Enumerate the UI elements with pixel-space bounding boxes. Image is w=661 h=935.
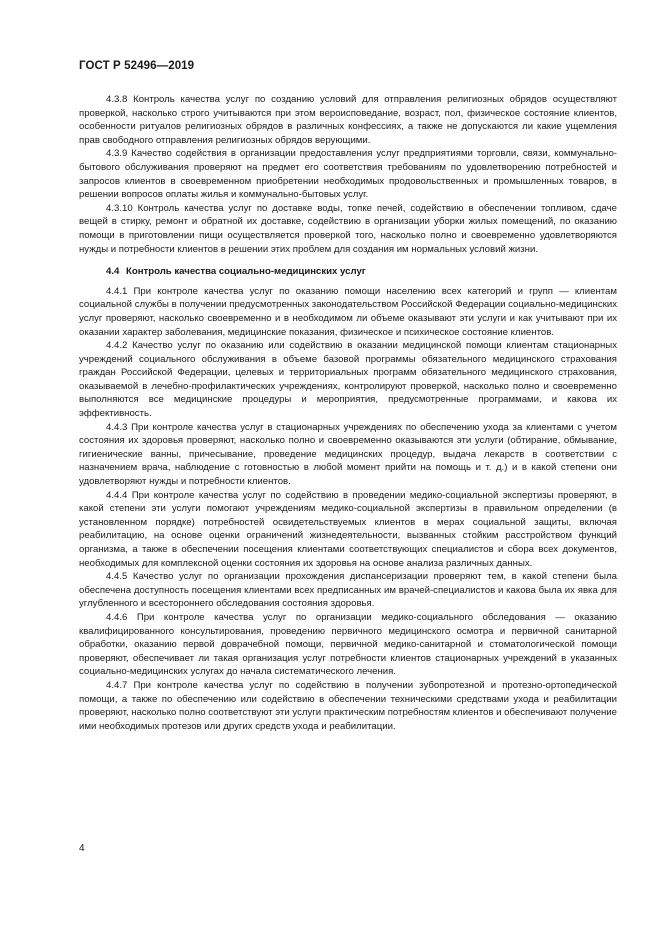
- paragraph-4-4-4: 4.4.4 При контроле качества услуг по содействию в проведении медико-социальной экспертизы проверяют, в какой степени эти услуги помогают учреждениям медико-социальной экспертизы в правильном определении (в установленном порядке) потребностей освидетельствуемых клиентов в мерах социальной защиты, включая реабилитацию, на основе оценки ограничений жизнедеятельности, вызванных стойким расстройством функций организма, а также в обеспечении посещения клиентами соответствующих специалистов и сбора всех документов, необходимых для комплексной оценки состояния их здоровья на основе анализа различных данных.: [79, 489, 617, 569]
- paragraph-4-4-2: 4.4.2 Качество услуг по оказанию или содействию в оказании медицинской помощи клиентам стационарных учреждений социального обслуживания в объеме базовой программы обязательного медицинского страхования граждан Российской Федерации, целевых и территориальных программ обязательного медицинского страхования, оказываемой в лечебно-профилактических учреждениях, контролируют проверкой, насколько полно и своевременно выполняются все медицинские процедуры и мероприятия, предусмотренные программами, и какова их эффективность.: [79, 340, 617, 420]
- paragraph-4-4-1: 4.4.1 При контроле качества услуг по оказанию помощи населению всех категорий и групп — клиентам социальной службы в получении предусмотренных законодательством Российской Федерации социально-медицинских услуг проверяют, насколько своевременно и в необходимом ли объеме оказывают эти услуги и как учитывают при их оказании характер заболевания, медицинские показания, физическое и психическое состояние клиентов.: [79, 285, 617, 338]
- section-heading: [79, 265, 617, 279]
- section-number: 4.4: [106, 266, 120, 278]
- paragraph-4-4-3: 4.4.3 При контроле качества услуг в стационарных учреждениях по обеспечению ухода за клиентами с учетом состояния их здоровья проверяют, насколько полно и своевременно оказываются эти услуги (обтирание, обмывание, гигиенические ванны, причесывание, проведение медицинских процедур, выдача лекарств в соответствии с назначением врача, наблюдение с готовностью в любой момент прийти на помощь и т. д.) и в какой степени они удовлетворяют нужды и потребности клиентов.: [79, 421, 617, 488]
- paragraph-4-3-8: 4.3.8 Контроль качества услуг по созданию условий для отправления религиозных обрядов осуществляют проверкой, насколько строго учитываются при этом вероисповедание, возраст, пол, физическое состояние клиентов, особенности ритуалов религиозных обрядов в различных конфессиях, а также не допускаются ли какие ущемления прав свободного отправления религиозных обрядов верующими.: [79, 94, 617, 146]
- section-title: Контроль качества социально-медицинских услуг: [126, 266, 366, 278]
- paragraph-4-3-10: 4.3.10 Контроль качества услуг по доставке воды, топке печей, содействию в обеспечении топливом, сдаче вещей в стирку, ремонт и обратной их доставке, содействию в организации уборки жилых помещений, по оказанию помощи в приготовлении пищи осуществляется проверкой того, насколько полно и своевременно удовлетворяются нужды и потребности клиентов в решении этих проблем для создания им нормальных условий жизни.: [79, 202, 617, 255]
- paragraph-4-4-7: 4.4.7 При контроле качества услуг по содействию в получении зубопротезной и протезно-ортопедической помощи, а также по обеспечению или содействию в обеспечении техническими средствами ухода и реабилитации проверяют, насколько полно соответствуют эти услуги практическим потребностям клиентов и обеспечивают получение ими необходимых протезов или других средств ухода и реабилитации.: [79, 679, 617, 732]
- paragraph-4-4-5: 4.4.5 Качество услуг по организации прохождения диспансеризации проверяют тем, в какой степени была обеспечена доступность посещения клиентами всех предписанных им врачей-специалистов и какова была их явка для углубленного и всестороннего обследования состояния здоровья.: [79, 571, 617, 610]
- paragraph-4-3-9: 4.3.9 Качество содействия в организации предоставления услуг предприятиями торговли, связи, коммунально-бытового обслуживания проверяют на предмет его соответствия требованиям по удовлетворению потребностей и запросов клиентов в своевременном приобретении необходимых продовольственных и промышленных товаров, в решении вопросов оплаты жилья и коммунально-бытовых услуг.: [79, 148, 617, 201]
- document-body: [79, 93, 617, 733]
- document-header: ГОСТ Р 52496—2019: [79, 60, 195, 72]
- page-number: 4: [79, 843, 85, 854]
- paragraph-4-4-6: 4.4.6 При контроле качества услуг по организации медико-социального обследования — оказанию квалифицированного консультирования, проведению первичного медицинского осмотра и первичной санитарной обработки, оказанию первой доврачебной помощи, первичной медико-санитарной и стоматологической помощи проверяют, обеспечивает ли такая организация услуг потребности клиентов стационарных учреждений в указанных социально-медицинских услугах до начала систематического лечения.: [79, 611, 617, 678]
